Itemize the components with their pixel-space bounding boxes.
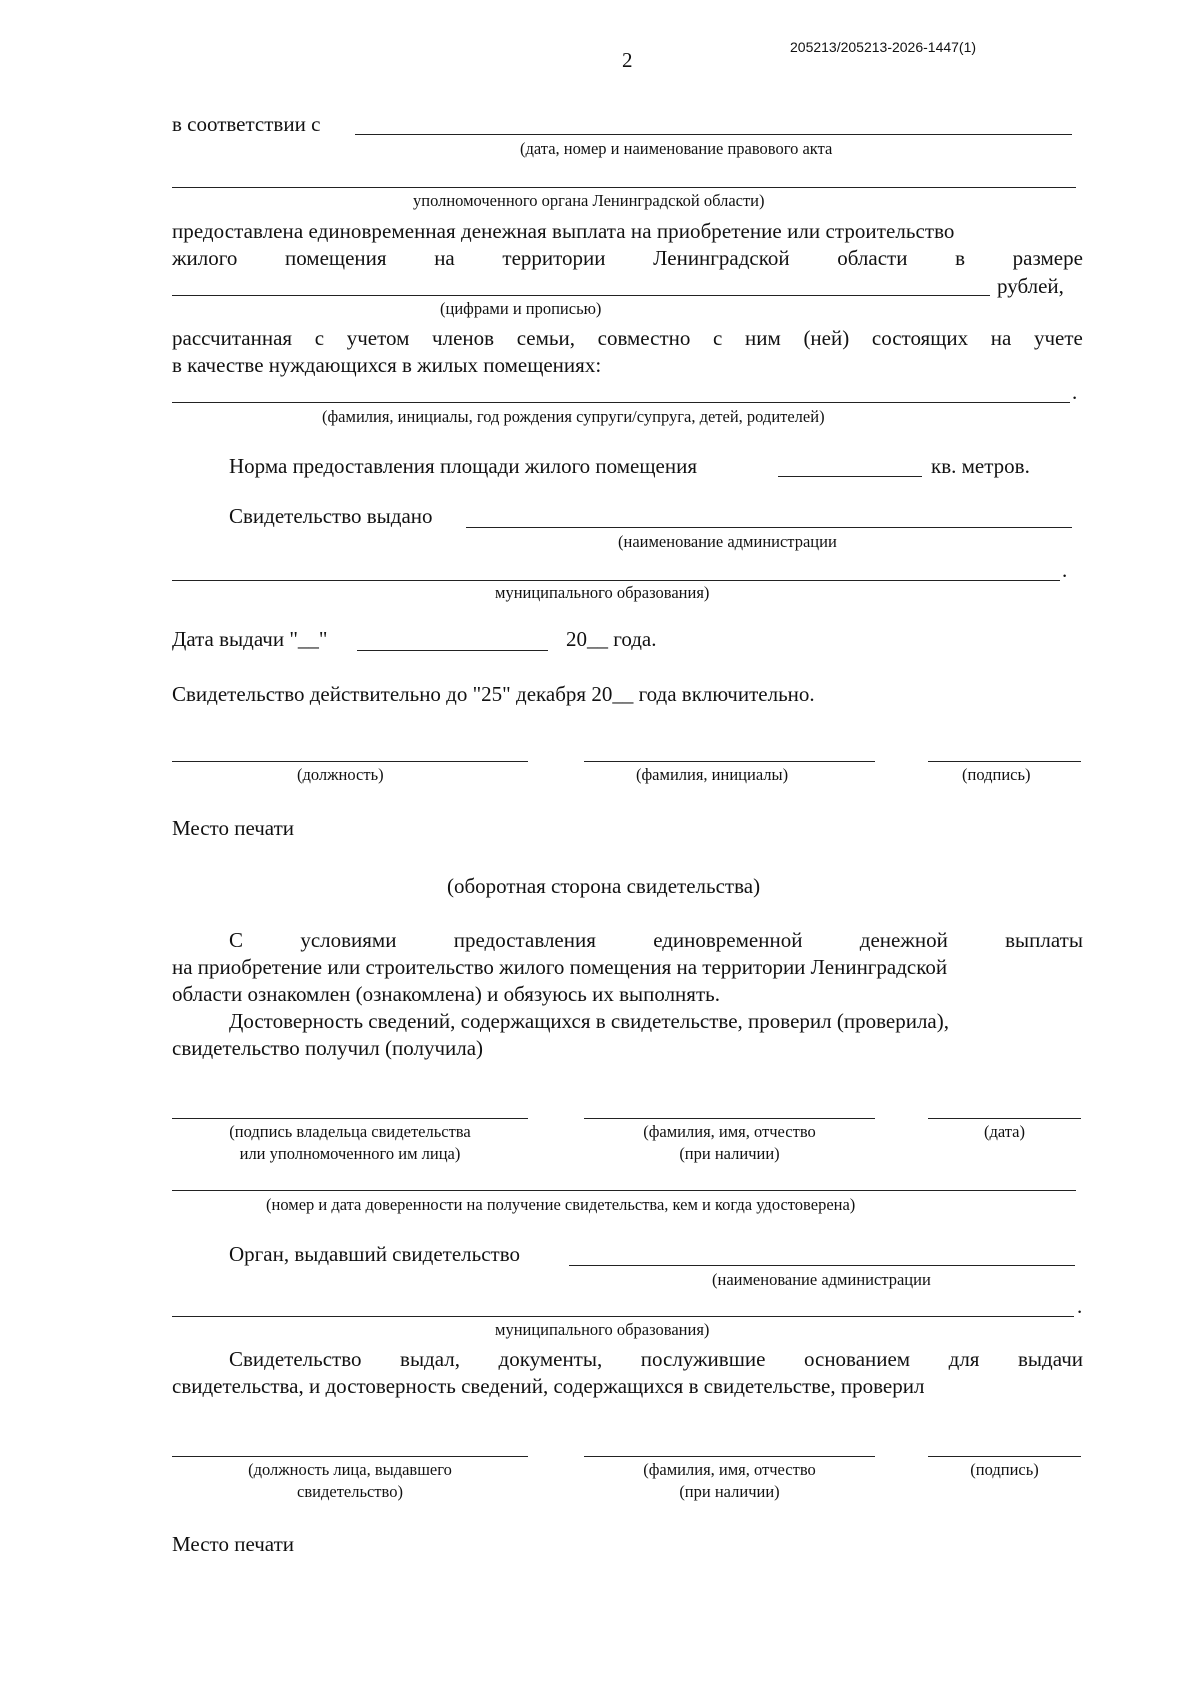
word: единовременной [653, 928, 803, 952]
admin-hint-2: муниципального образования) [495, 583, 710, 602]
proxy-hint: (номер и дата доверенности на получение свидетельства, кем и когда удостоверена) [266, 1195, 856, 1214]
amount-hint: (цифрами и прописью) [440, 299, 602, 318]
proxy-fill-line [172, 1190, 1076, 1191]
word: денежной [859, 928, 948, 952]
act-fill-line-2 [172, 187, 1076, 188]
family-line-1 [172, 326, 1083, 351]
rubles-label: рублей, [997, 274, 1064, 298]
verify-line-2: свидетельство получил (получила) [172, 1036, 484, 1060]
document-id: 205213/205213-2026-1447(1) [790, 39, 977, 55]
officer-hint-1: (должность лица, выдавшего [248, 1460, 452, 1479]
stamp-place: Место печати [172, 816, 295, 840]
word: Ленинградской [653, 246, 790, 270]
owner-signature-line [172, 1118, 528, 1119]
organ-prefix: Орган, выдавший свидетельство [229, 1242, 520, 1266]
norm-fill-line [778, 476, 922, 477]
word: помещения [284, 246, 387, 270]
date-suffix: 20__ года. [566, 627, 657, 651]
word: размере [1012, 246, 1083, 270]
officer-fio-hint-1: (фамилия, имя, отчество [643, 1460, 816, 1479]
owner-fio-hint-2: (при наличии) [679, 1144, 780, 1163]
issuer-line-1 [229, 1347, 1083, 1372]
word: учетом [346, 326, 410, 350]
conditions-line-1 [229, 928, 1083, 953]
issuer-line-2: свидетельства, и достоверность сведений, содержащихся в свидетельстве, проверил [172, 1374, 925, 1398]
act-fill-line [355, 134, 1072, 135]
organ-admin-dot: . [1077, 1294, 1083, 1318]
word: основанием [803, 1347, 911, 1371]
word: жилого [172, 246, 238, 270]
admin-hint-1: (наименование администрации [618, 532, 837, 551]
accordance-prefix: в соответствии с [172, 112, 321, 136]
officer-signature-line [928, 1456, 1081, 1457]
signature-hint: (подпись) [962, 765, 1031, 784]
word: условиями [300, 928, 397, 952]
name-line [584, 761, 875, 762]
word: выдачи [1018, 1347, 1083, 1371]
date-month-line [357, 650, 548, 651]
officer-signature-hint: (подпись) [970, 1460, 1039, 1479]
word: послужившие [640, 1347, 766, 1371]
family-fill-line [172, 402, 1070, 403]
granted-line-2 [172, 246, 1083, 271]
page-number: 2 [622, 48, 633, 72]
family-hint: (фамилия, инициалы, год рождения супруги/супруга, детей, родителей) [322, 407, 825, 426]
family-line-2: в качестве нуждающихся в жилых помещениях: [172, 353, 602, 377]
officer-fio-hint-2: (при наличии) [679, 1482, 780, 1501]
act-hint-1: (дата, номер и наименование правового акта [520, 139, 833, 158]
issued-fill-line [466, 527, 1072, 528]
organ-fill-line [569, 1265, 1075, 1266]
norm-prefix: Норма предоставления площади жилого помещения [229, 454, 697, 478]
conditions-line-3: области ознакомлен (ознакомлена) и обязуюсь их выполнять. [172, 982, 720, 1006]
word: с [314, 326, 325, 350]
word: Свидетельство [229, 1347, 362, 1371]
organ-admin-hint-2: муниципального образования) [495, 1320, 710, 1339]
word: в [955, 246, 966, 270]
word: предоставления [453, 928, 596, 952]
word: для [948, 1347, 980, 1371]
word: на [990, 326, 1012, 350]
officer-position-line [172, 1456, 528, 1457]
organ-admin-hint-1: (наименование администрации [712, 1270, 931, 1289]
receipt-date-line [928, 1118, 1081, 1119]
organ-admin-fill-line [172, 1316, 1074, 1317]
word: ним [745, 326, 781, 350]
word: С [229, 928, 244, 952]
owner-fio-hint-1: (фамилия, имя, отчество [643, 1122, 816, 1141]
name-hint: (фамилия, инициалы) [636, 765, 789, 784]
officer-name-line [584, 1456, 875, 1457]
owner-signature-hint-2: или уполномоченного им лица) [239, 1144, 461, 1163]
word: документы, [498, 1347, 603, 1371]
amount-fill-line [172, 295, 990, 296]
word: (ней) [803, 326, 850, 350]
word: территории [502, 246, 606, 270]
position-line [172, 761, 528, 762]
word: области [837, 246, 908, 270]
signature-line [928, 761, 1081, 762]
word: совместно [597, 326, 691, 350]
admin-fill-line [172, 580, 1060, 581]
conditions-line-2: на приобретение или строительство жилого помещения на территории Ленинградской [172, 955, 948, 979]
stamp-place-back: Место печати [172, 1532, 295, 1556]
owner-name-line [584, 1118, 875, 1119]
word: с [713, 326, 723, 350]
officer-hint-2: свидетельство) [297, 1482, 403, 1501]
issued-prefix: Свидетельство выдано [229, 504, 433, 528]
word: рассчитанная [172, 326, 293, 350]
word: состоящих [871, 326, 969, 350]
act-hint-2: уполномоченного органа Ленинградской области) [413, 191, 765, 210]
admin-dot: . [1062, 558, 1068, 582]
owner-signature-hint-1: (подпись владельца свидетельства [229, 1122, 471, 1141]
word: на [434, 246, 455, 270]
receipt-date-hint: (дата) [983, 1122, 1026, 1141]
word: семьи, [516, 326, 575, 350]
valid-until: Свидетельство действительно до "25" декабря 20__ года включительно. [172, 682, 815, 706]
word: выдал, [400, 1347, 460, 1371]
position-hint: (должность) [297, 765, 384, 784]
date-prefix: Дата выдачи "__" [172, 627, 328, 651]
word: выплаты [1005, 928, 1083, 952]
back-heading: (оборотная сторона свидетельства) [447, 874, 761, 898]
word: учете [1034, 326, 1083, 350]
norm-suffix: кв. метров. [931, 454, 1030, 478]
family-dot: . [1072, 380, 1078, 404]
word: членов [432, 326, 495, 350]
verify-line-1: Достоверность сведений, содержащихся в свидетельстве, проверил (проверила), [229, 1009, 949, 1033]
granted-line-1: предоставлена единовременная денежная выплата на приобретение или строительство [172, 219, 955, 243]
